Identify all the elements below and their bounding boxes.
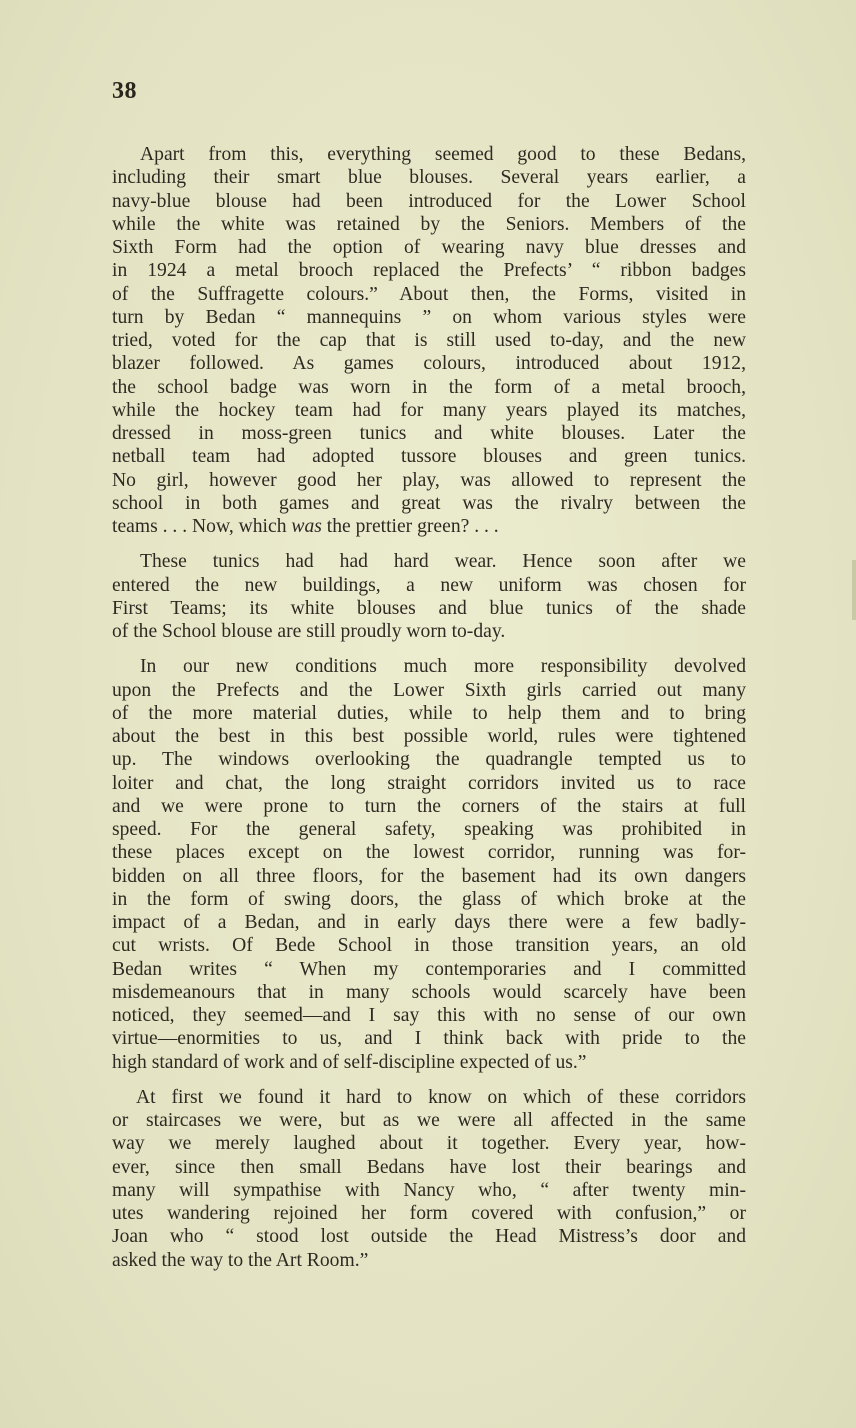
body-text: [112, 143, 746, 1284]
text-line: including their smart blue blouses. Several years earlier, a: [112, 167, 746, 189]
text-line: way we merely laughed about it together. Every year, how-: [112, 1133, 746, 1155]
page-number: 38: [112, 78, 137, 104]
text-line: speed. For the general safety, speaking was prohibited in: [112, 819, 746, 840]
text-line: ever, since then small Bedans have lost their bearings and: [112, 1156, 746, 1178]
text-line: tried, voted for the cap that is still used to-day, and the new: [112, 330, 746, 351]
text-line: in 1924 a metal brooch replaced the Prefects’ “ ribbon badges: [112, 260, 746, 282]
text-line: Bedan writes “ When my contemporaries and I committed: [112, 958, 746, 980]
text-line: impact of a Bedan, and in early days there were a few badly-: [112, 912, 746, 933]
text-line: First Teams; its white blouses and blue tunics of the shade: [112, 597, 746, 619]
text-line: cut wrists. Of Bede School in those transition years, an old: [112, 935, 746, 957]
emphasis: was: [291, 516, 322, 537]
text-line: turn by Bedan “ mannequins ” on whom various styles were: [112, 306, 746, 328]
paragraph: [112, 143, 746, 538]
text-line: At first we found it hard to know on which of these corridors: [136, 1086, 746, 1108]
text-line: Sixth Form had the option of wearing navy blue dresses and: [112, 237, 746, 258]
text-line: of the more material duties, while to help them and to bring: [112, 702, 746, 724]
text-line: misdemeanours that in many schools would scarcely have been: [112, 981, 746, 1003]
text-line: utes wandering rejoined her form covered with confusion,” or: [112, 1203, 746, 1224]
text-line: bidden on all three floors, for the basement had its own dangers: [112, 865, 746, 887]
text-line: netball team had adopted tussore blouses and green tunics.: [112, 446, 746, 468]
text-line: navy-blue blouse had been introduced for the Lower School: [112, 190, 746, 212]
text-line: teams . . . Now, which was the prettier green? . . .: [112, 516, 499, 537]
text-line: or staircases we were, but as we were all affected in the same: [112, 1110, 746, 1131]
text-line: asked the way to the Art Room.”: [112, 1249, 369, 1271]
paragraph: [112, 550, 746, 643]
text-line: noticed, they seemed—and I say this with no sense of our own: [112, 1005, 746, 1026]
text-line: many will sympathise with Nancy who, “ after twenty min-: [112, 1179, 746, 1201]
text-line: Joan who “ stood lost outside the Head Mistress’s door and: [112, 1226, 746, 1248]
text-line: the school badge was worn in the form of a metal brooch,: [112, 376, 746, 398]
text-line: loiter and chat, the long straight corridors invited us to race: [112, 772, 746, 794]
text-line: of the Suffragette colours.” About then, the Forms, visited in: [112, 283, 746, 305]
text-line: up. The windows overlooking the quadrangle tempted us to: [112, 749, 746, 771]
text-line: In our new conditions much more responsibility devolved: [140, 656, 746, 678]
text-line: These tunics had had hard wear. Hence soon after we: [140, 551, 746, 573]
text-line: about the best in this best possible world, rules were tightened: [112, 726, 746, 747]
text-line: blazer followed. As games colours, introduced about 1912,: [112, 353, 746, 375]
text-line: school in both games and great was the rivalry between the: [112, 492, 746, 514]
text-line: No girl, however good her play, was allowed to represent the: [112, 469, 746, 491]
page-edge-mark: [852, 560, 856, 620]
text-line: and we were prone to turn the corners of the stairs at full: [112, 795, 746, 817]
text-line: dressed in moss-green tunics and white blouses. Later the: [112, 423, 746, 444]
text-line: high standard of work and of self-discipline expected of us.”: [112, 1051, 587, 1073]
text-line: while the white was retained by the Seniors. Members of the: [112, 213, 746, 235]
paragraph: [112, 1086, 746, 1272]
paragraph: [112, 655, 746, 1074]
text-line: entered the new buildings, a new uniform was chosen for: [112, 574, 746, 596]
text-line: of the School blouse are still proudly worn to-day.: [112, 621, 506, 642]
text-line: these places except on the lowest corridor, running was for-: [112, 842, 746, 864]
text-line: Apart from this, everything seemed good to these Bedans,: [140, 144, 746, 165]
text-line: upon the Prefects and the Lower Sixth girls carried out many: [112, 679, 746, 701]
text-line: while the hockey team had for many years played its matches,: [112, 399, 746, 421]
text-line: in the form of swing doors, the glass of which broke at the: [112, 888, 746, 910]
text-line: virtue—enormities to us, and I think back with pride to the: [112, 1028, 746, 1050]
